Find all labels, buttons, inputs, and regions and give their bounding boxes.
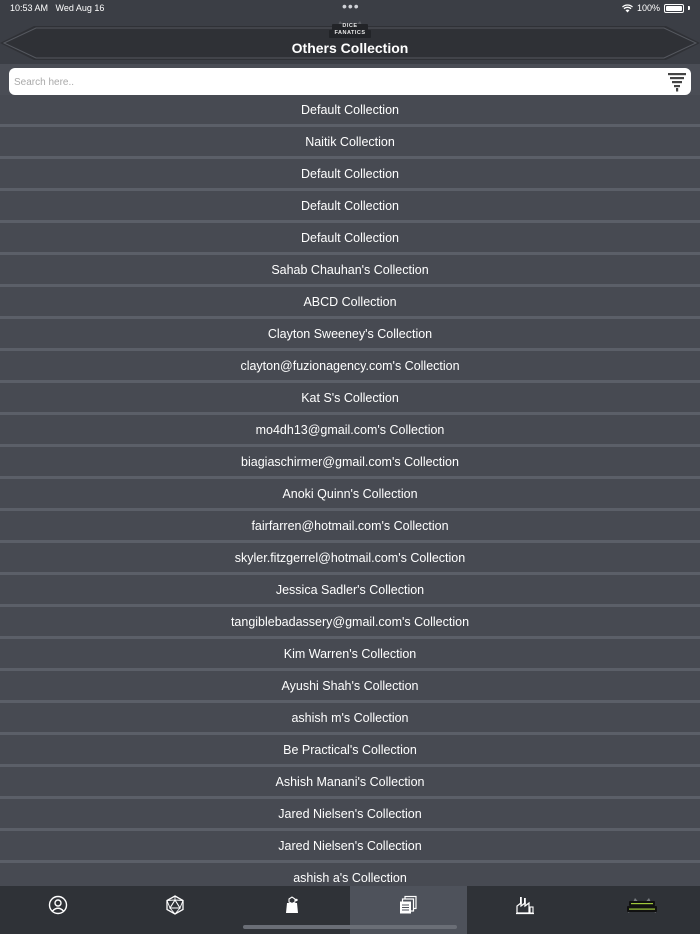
list-item[interactable]: mo4dh13@gmail.com's Collection — [0, 415, 700, 447]
list-item[interactable]: clayton@fuzionagency.com's Collection — [0, 351, 700, 383]
list-item[interactable]: Jared Nielsen's Collection — [0, 799, 700, 831]
search-input[interactable] — [12, 71, 656, 94]
list-item[interactable]: Kim Warren's Collection — [0, 639, 700, 671]
list-item[interactable]: ashish a's Collection — [0, 863, 700, 886]
list-item[interactable]: Clayton Sweeney's Collection — [0, 319, 700, 351]
list-item[interactable]: Jared Nielsen's Collection — [0, 831, 700, 863]
collections-icon — [398, 895, 418, 915]
multitasking-dots-icon[interactable]: ••• — [342, 0, 360, 14]
status-indicators — [622, 3, 690, 13]
filter-icon[interactable] — [667, 72, 687, 92]
dice-bag-icon — [282, 895, 302, 915]
battery-icon — [664, 4, 684, 13]
list-item[interactable]: ashish m's Collection — [0, 703, 700, 735]
list-item[interactable]: Default Collection — [0, 95, 700, 127]
wifi-icon — [622, 4, 633, 13]
tab-dice[interactable] — [117, 886, 234, 934]
page-title: Others Collection — [291, 40, 409, 56]
list-item[interactable]: ABCD Collection — [0, 287, 700, 319]
list-item[interactable]: skyler.fitzgerrel@hotmail.com's Collection — [0, 543, 700, 575]
list-item[interactable]: Be Practical's Collection — [0, 735, 700, 767]
battery-percent: 100% — [636, 3, 660, 13]
list-item[interactable]: Default Collection — [0, 223, 700, 255]
tab-profile[interactable] — [0, 886, 117, 934]
list-item[interactable]: Default Collection — [0, 159, 700, 191]
list-item[interactable]: biagiaschirmer@gmail.com's Collection — [0, 447, 700, 479]
list-item[interactable]: Jessica Sadler's Collection — [0, 575, 700, 607]
nav-header — [0, 18, 700, 64]
tab-dice-fanatics[interactable] — [583, 886, 700, 934]
list-item[interactable]: Kat S's Collection — [0, 383, 700, 415]
list-item[interactable]: Sahab Chauhan's Collection — [0, 255, 700, 287]
list-item[interactable]: fairfarren@hotmail.com's Collection — [0, 511, 700, 543]
dice-fanatics-logo-icon — [625, 895, 659, 915]
status-time: 10:53 AM Wed Aug 16 — [10, 3, 105, 13]
home-indicator — [243, 925, 457, 929]
list-item[interactable]: Anoki Quinn's Collection — [0, 479, 700, 511]
list-item[interactable]: Ashish Manani's Collection — [0, 767, 700, 799]
list-item[interactable]: tangiblebadassery@gmail.com's Collection — [0, 607, 700, 639]
profile-icon — [48, 895, 68, 915]
logo-text: DICE FANATICS — [334, 23, 366, 36]
search-bar — [9, 68, 691, 95]
d20-dice-icon — [165, 895, 185, 915]
tab-factory[interactable] — [467, 886, 584, 934]
factory-icon — [515, 895, 535, 915]
list-item[interactable]: Naitik Collection — [0, 127, 700, 159]
list-item[interactable]: Ayushi Shah's Collection — [0, 671, 700, 703]
collection-list — [0, 95, 700, 886]
list-item[interactable]: Default Collection — [0, 191, 700, 223]
status-bar — [0, 0, 700, 18]
